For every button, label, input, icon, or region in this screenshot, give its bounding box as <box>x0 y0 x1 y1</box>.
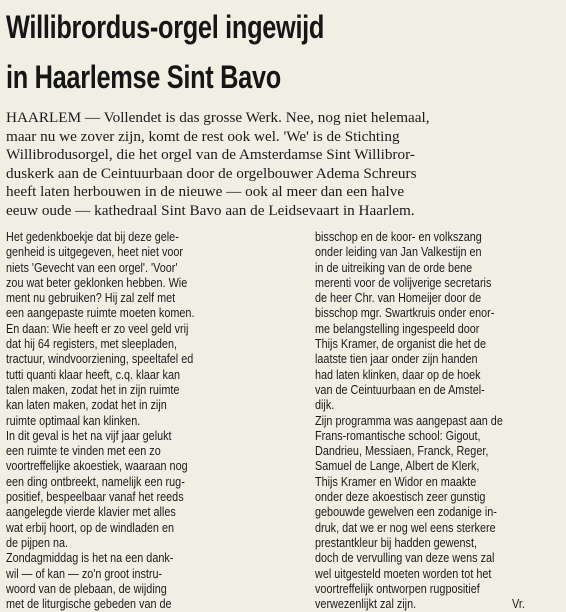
column-line: onder deze akoestisch zeer gunstig <box>315 490 486 505</box>
column-line: Thijs Kramer, de organist die het de <box>315 337 486 352</box>
body-column-right <box>315 230 561 612</box>
column-line: prestantkleur bij hadden gewenst, <box>315 535 477 550</box>
lead-line: heeft laten herbouwen in de nieuwe — ook al meer dan een halve <box>6 183 405 201</box>
column-line: genheid is uitgegeven, heet niet voor <box>6 245 184 260</box>
column-line: En daan: Wie heeft er zo veel geld vrij <box>6 321 189 336</box>
column-line: van de Ceintuurbaan en de Amstel- <box>315 382 485 397</box>
column-line: de heer Chr. van Homeijer door de <box>315 291 482 306</box>
column-line: kan laten maken, zodat het in zijn <box>6 398 167 413</box>
lead-paragraph <box>6 109 562 221</box>
column-line: in de uitreiking van de orde bene <box>315 260 473 275</box>
column-line: Samuel de Lange, Albert de Klerk, <box>315 459 480 474</box>
column-line: Thijs Kramer en Widor en maakte <box>315 474 477 489</box>
column-line: voortreffelijke akoestiek, waaraan nog <box>6 459 188 474</box>
lead-line: duskerk aan de Ceintuurbaan door de orgelbouwer Adema Schreurs <box>6 164 417 182</box>
column-line: wat erbij hoort, op de windladen en <box>6 520 174 535</box>
column-line: positief, bespeelbaar vanaf het reeds <box>6 490 184 505</box>
article-headline <box>6 2 440 102</box>
column-line: had laten klinken, daar op de hoek <box>315 367 481 382</box>
column-line: onder leiding van Jan Valkestijn en <box>315 245 482 260</box>
column-line: woord van de plebaan, de wijding <box>6 581 167 596</box>
column-line: dat hij 64 registers, met sleepladen, <box>6 337 177 352</box>
article-signature: Vr. <box>511 597 525 612</box>
column-line: voortreffelijk ontworpen rugpositief <box>315 581 480 596</box>
column-line: gebouwde gewelven een zodanige in- <box>315 505 497 520</box>
column-line: merenti voor de volijverige secretaris <box>315 275 492 290</box>
column-line: dijk. <box>315 398 335 413</box>
column-line: me belangstelling ingespeeld door <box>315 321 480 336</box>
lead-line: eeuw oude — kathedraal Sint Bavo aan de Leidsevaart in Haarlem. <box>6 201 415 219</box>
lead-line: HAARLEM — Vollendet is das grosse Werk. Nee, nog niet helemaal, <box>6 109 430 126</box>
column-line: zou wat beter geklonken hebben. Wie <box>6 275 188 290</box>
column-line: een ruimte te vinden met een zo <box>6 444 161 459</box>
column-line: ruimte optimaal kan klinken. <box>6 413 141 428</box>
column-line: In dit geval is het na vijf jaar gelukt <box>6 428 172 443</box>
lead-line: Willibrodusorgel, die het orgel van de Amsterdamse Sint Willibror- <box>6 146 415 164</box>
column-line: aangelegde vierde klavier met alles <box>6 505 176 520</box>
column-line: met de liturgische gebeden van de <box>6 597 172 612</box>
column-line: wil — of kan — zo'n groot instru- <box>6 566 163 581</box>
column-line: niets 'Gevecht van een orgel'. 'Voor' <box>6 260 178 275</box>
column-line: verwezenlijkt zal zijn. <box>315 597 417 612</box>
column-line: Zondagmiddag is het na een dank- <box>6 551 174 566</box>
column-line: tutti quanti klaar heeft, c.q. klaar kan <box>6 367 180 382</box>
column-line: druk, dat we er nog wel eens sterkere <box>315 520 496 535</box>
column-line: ment nu gebruiken? Hij zal zelf met <box>6 291 176 306</box>
column-line: tractuur, windvoorziening, speeltafel ed <box>6 352 194 367</box>
headline-line-1: Willibrordus-orgel ingewijd <box>6 9 325 45</box>
column-line: de pijpen na. <box>6 535 69 550</box>
column-line: talen maken, zodat het in zijn ruimte <box>6 382 180 397</box>
column-line: Het gedenkboekje dat bij deze gele- <box>6 230 179 244</box>
column-line: wel uitgesteld moeten worden tot het <box>315 566 492 581</box>
lead-line: maar nu we zover zijn, komt de rest ook wel. 'We' is de Stichting <box>6 127 400 145</box>
column-line: bisschop en de koor- en volkszang <box>315 230 482 244</box>
column-line: een ding ontbreekt, namelijk een rug- <box>6 474 185 489</box>
column-line: laatste tien jaar onder zijn handen <box>315 352 478 367</box>
body-column-left <box>6 230 278 612</box>
column-line: Dandrieu, Messiaen, Franck, Reger, <box>315 444 489 459</box>
column-line: Frans-romantische school: Gigout, <box>315 428 481 443</box>
headline-line-2: in Haarlemse Sint Bavo <box>6 59 281 95</box>
column-line: Zijn programma was aangepast aan de <box>315 413 503 428</box>
column-line: een aangepaste ruimte moeten komen. <box>6 306 195 321</box>
column-line: doch de vervulling van deze wens zal <box>315 551 495 566</box>
column-line: bisschop mgr. Swartkruis onder enor- <box>315 306 495 321</box>
